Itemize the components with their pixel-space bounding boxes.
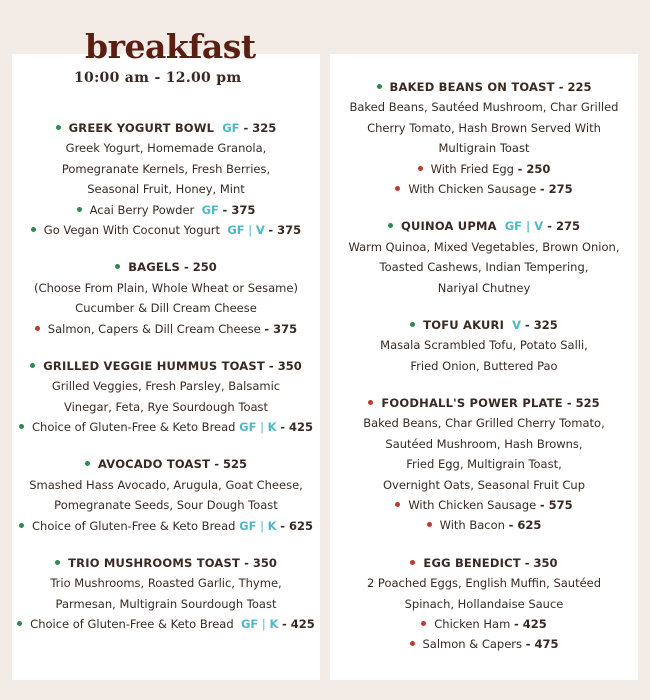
item-price: - 525 (566, 396, 600, 411)
serving-hours: 10:00 am - 12.00 pm (74, 70, 242, 86)
nonveg-dot-icon (410, 560, 415, 565)
item-name: TOFU AKURI (423, 317, 505, 332)
veg-dot-icon (55, 560, 60, 565)
item-price: - 525 (214, 457, 247, 472)
item-price: - 225 (558, 80, 592, 94)
nonveg-dot-icon (395, 502, 400, 507)
item-description: Trio Mushrooms, Roasted Garlic, Thyme, (50, 576, 282, 591)
item-option: Acai Berry Powder GF - 375 (12, 200, 320, 220)
item-price: - 350 (268, 358, 302, 373)
menu-item-foodhalls-power-plate (330, 393, 638, 536)
item-name: AVOCADO TOAST (97, 457, 211, 472)
menu-item-avocado-toast (12, 454, 320, 536)
item-description: 2 Poached Eggs, English Muffin, Sautéed (366, 576, 602, 591)
item-name: BAGELS (128, 260, 180, 275)
item-option: Chicken Ham - 425 (330, 614, 638, 634)
item-description: Smashed Hass Avocado, Arugula, Goat Cheese, (29, 477, 303, 492)
item-option: Choice of Gluten-Free & Keto Bread GF | K - 425 (12, 614, 320, 634)
nonveg-dot-icon (418, 166, 423, 171)
item-description: Greek Yogurt, Homemade Granola, (65, 141, 267, 156)
veg-dot-icon (17, 621, 22, 626)
item-description: Seasonal Fruit, Honey, Mint (87, 182, 245, 197)
item-option: Salmon & Capers - 475 (330, 634, 638, 654)
item-price: - 250 (184, 260, 217, 275)
item-description: Cherry Tomato, Hash Brown Served With (367, 120, 601, 135)
menu-item-baked-beans-on-toast (330, 77, 638, 199)
item-description: Baked Beans, Sautéed Mushroom, Char Grilled (349, 100, 619, 115)
item-option: Choice of Gluten-Free & Keto Bread GF | K - 625 (12, 516, 320, 536)
item-price: - 275 (547, 219, 580, 234)
item-description: Pomegranate Seeds, Sour Dough Toast (54, 498, 278, 513)
item-description: Fried Egg, Multigrain Toast, (406, 457, 562, 472)
item-name: TRIO MUSHROOMS TOAST (68, 556, 241, 571)
veg-dot-icon (19, 523, 24, 528)
item-description: Warm Quinoa, Mixed Vegetables, Brown Onion, (348, 239, 620, 254)
item-description: Cucumber & Dill Cream Cheese (75, 301, 257, 316)
veg-dot-icon (31, 227, 36, 232)
item-option: With Fried Egg - 250 (330, 159, 638, 179)
item-description: Grilled Veggies, Fresh Parsley, Balsamic (51, 379, 281, 394)
item-description: Nariyal Chutney (437, 280, 531, 295)
item-name: BAKED BEANS ON TOAST (389, 80, 555, 94)
menu-item-tofu-akuri: TOFU AKURI V - 325 Masala Scrambled Tofu, Potato Salli, Fried Onion, Buttered Pao (330, 315, 638, 376)
nonveg-dot-icon (421, 621, 426, 626)
veg-dot-icon (85, 461, 90, 466)
item-description: Toasted Cashews, Indian Tempering, (379, 260, 589, 275)
item-description: Sautéed Mushroom, Hash Browns, (385, 436, 583, 451)
item-price: - 350 (524, 555, 558, 570)
veg-dot-icon (56, 125, 61, 130)
veg-dot-icon (19, 424, 24, 429)
menu-item-egg-benedict (330, 553, 638, 655)
right-menu-column (330, 77, 638, 655)
item-description: Multigrain Toast (438, 141, 530, 156)
menu-item-greek-yogurt-bowl (12, 118, 320, 240)
item-description: (Choose From Plain, Whole Wheat or Sesame) (34, 280, 298, 295)
menu-item-bagels (12, 257, 320, 339)
veg-dot-icon (410, 322, 415, 327)
item-description: Baked Beans, Char Grilled Cherry Tomato, (363, 416, 605, 431)
diet-tag: GF (222, 121, 240, 135)
item-option: Choice of Gluten-Free & Keto Bread GF | K - 425 (12, 417, 320, 437)
nonveg-dot-icon (395, 186, 400, 191)
nonveg-dot-icon (410, 641, 415, 646)
item-name: GREEK YOGURT BOWL (68, 121, 215, 135)
item-name: FOODHALL'S POWER PLATE (381, 396, 563, 411)
item-price: - 350 (244, 556, 277, 571)
veg-dot-icon (388, 223, 393, 228)
item-description: Parmesan, Multigrain Sourdough Toast (55, 596, 277, 611)
menu-title: breakfast (85, 27, 256, 66)
item-description: Fried Onion, Buttered Pao (410, 358, 558, 373)
item-option: Go Vegan With Coconut Yogurt GF | V - 375 (12, 220, 320, 240)
item-option: With Bacon - 625 (330, 515, 638, 535)
item-name: GRILLED VEGGIE HUMMUS TOAST (43, 358, 265, 373)
menu-item-trio-mushrooms-toast (12, 553, 320, 635)
item-description: Spinach, Hollandaise Sauce (404, 596, 564, 611)
item-option: Salmon, Capers & Dill Cream Cheese - 375 (12, 319, 320, 339)
veg-dot-icon (377, 84, 382, 89)
item-description: Pomegranate Kernels, Fresh Berries, (61, 161, 271, 176)
menu-item-grilled-veggie-hummus-toast (12, 356, 320, 438)
item-description: Vinegar, Feta, Rye Sourdough Toast (63, 399, 269, 414)
item-price: - 325 (525, 317, 558, 332)
item-price: - 325 (243, 121, 277, 135)
veg-dot-icon (30, 363, 35, 368)
nonveg-dot-icon (35, 326, 40, 331)
menu-item-quinoa-upma: QUINOA UPMA GF | V - 275 Warm Quinoa, Mixed Vegetables, Brown Onion, Toasted Cashews, Indian Tempering, Nariyal Chutney (330, 216, 638, 298)
item-name: EGG BENEDICT (423, 555, 521, 570)
nonveg-dot-icon (368, 400, 373, 405)
left-menu-column (12, 118, 320, 635)
item-option: With Chicken Sausage - 275 (330, 179, 638, 199)
nonveg-dot-icon (427, 522, 432, 527)
item-option: With Chicken Sausage - 575 (330, 495, 638, 515)
item-description: Masala Scrambled Tofu, Potato Salli, (380, 338, 588, 353)
veg-dot-icon (115, 264, 120, 269)
veg-dot-icon (77, 207, 82, 212)
item-description: Overnight Oats, Seasonal Fruit Cup (382, 477, 585, 492)
item-name: QUINOA UPMA (401, 219, 497, 234)
